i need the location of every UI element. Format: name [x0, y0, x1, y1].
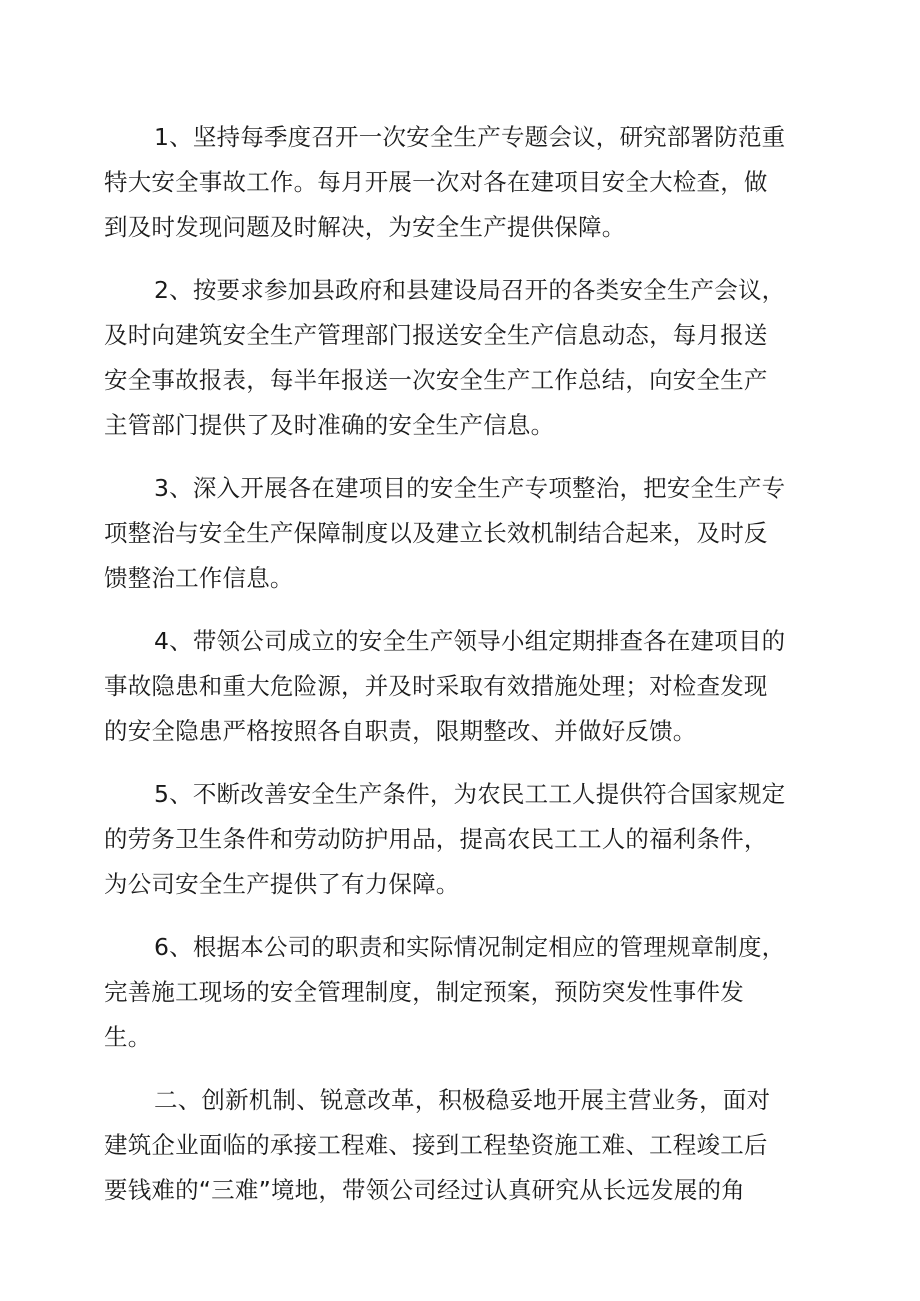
paragraph-line: 到及时发现问题及时解决，为安全生产提供保障。 [104, 213, 626, 241]
paragraph-6 [104, 925, 794, 1060]
document-body [104, 115, 794, 1231]
paragraph-line: 馈整治工作信息。 [104, 564, 294, 592]
paragraph-2 [104, 268, 794, 448]
paragraph-line: 1、坚持每季度召开一次安全生产专题会议，研究部署防范重 [154, 123, 786, 151]
paragraph-line: 4、带领公司成立的安全生产领导小组定期排查各在建项目的 [154, 627, 786, 655]
paragraph-line: 事故隐患和重大危险源，并及时采取有效措施处理；对检查发现 [104, 672, 768, 700]
paragraph-line: 特大安全事故工作。每月开展一次对各在建项目安全大检查，做 [104, 168, 768, 196]
paragraph-line: 完善施工现场的安全管理制度，制定预案，预防突发性事件发 [104, 978, 744, 1006]
paragraph-line: 建筑企业面临的承接工程难、接到工程垫资施工难、工程竣工后 [104, 1131, 768, 1159]
paragraph-line: 为公司安全生产提供了有力保障。 [104, 870, 460, 898]
paragraph-line: 要钱难的“三难”境地，带领公司经过认真研究从长远发展的角 [104, 1176, 745, 1204]
paragraph-1 [104, 115, 794, 250]
paragraph-7 [104, 1078, 794, 1213]
paragraph-line: 6、根据本公司的职责和实际情况制定相应的管理规章制度， [154, 933, 786, 961]
paragraph-line: 安全事故报表，每半年报送一次安全生产工作总结，向安全生产 [104, 366, 768, 394]
paragraph-line: 主管部门提供了及时准确的安全生产信息。 [104, 411, 555, 439]
paragraph-5 [104, 772, 794, 907]
paragraph-line: 生。 [104, 1023, 152, 1051]
paragraph-line: 项整治与安全生产保障制度以及建立长效机制结合起来，及时反 [104, 519, 768, 547]
paragraph-3 [104, 466, 794, 601]
paragraph-line: 及时向建筑安全生产管理部门报送安全生产信息动态，每月报送 [104, 321, 768, 349]
paragraph-4 [104, 619, 794, 754]
paragraph-line: 2、按要求参加县政府和县建设局召开的各类安全生产会议， [154, 276, 786, 304]
paragraph-line: 3、深入开展各在建项目的安全生产专项整治，把安全生产专 [154, 474, 786, 502]
paragraph-line: 二、创新机制、锐意改革，积极稳妥地开展主营业务，面对 [154, 1086, 771, 1114]
paragraph-line: 5、不断改善安全生产条件，为农民工工人提供符合国家规定 [154, 780, 786, 808]
paragraph-line: 的安全隐患严格按照各自职责，限期整改、并做好反馈。 [104, 717, 697, 745]
paragraph-line: 的劳务卫生条件和劳动防护用品，提高农民工工人的福利条件， [104, 825, 768, 853]
